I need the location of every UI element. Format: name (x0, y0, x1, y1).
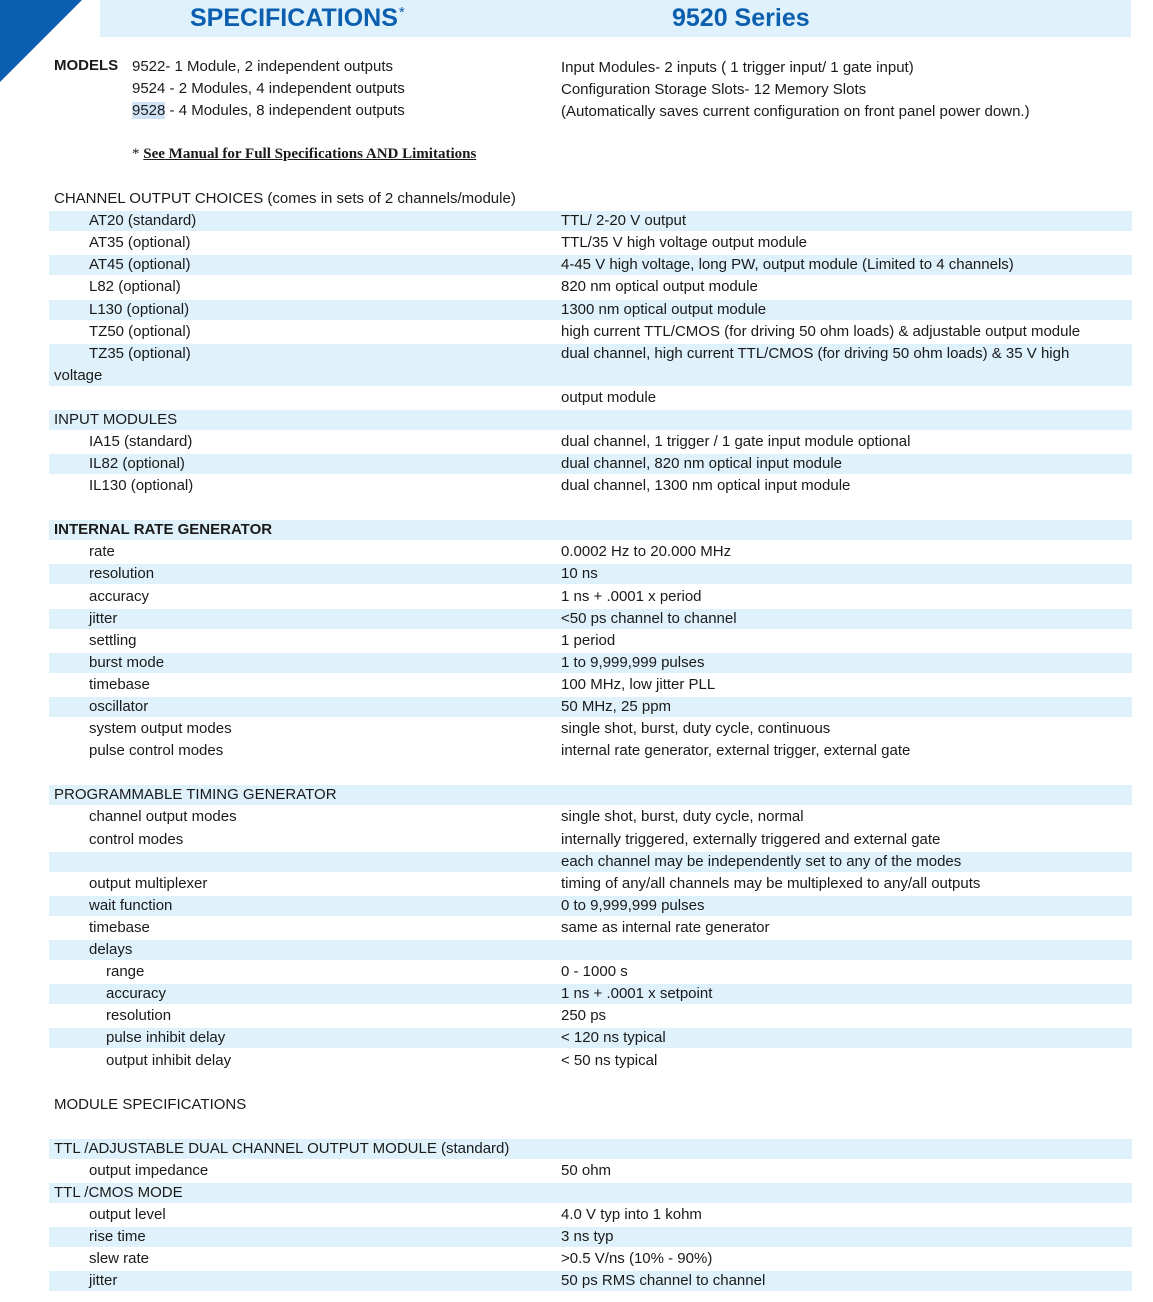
spec-label: jitter (89, 609, 118, 627)
spec-label: IL130 (optional) (89, 477, 194, 495)
spec-row (49, 1095, 1132, 1115)
spec-row (49, 830, 1132, 850)
spec-row (49, 432, 1132, 452)
models-label: MODELS (54, 57, 119, 74)
spec-label: jitter (89, 1272, 118, 1290)
spec-value: TTL/35 V high voltage output module (561, 234, 807, 252)
spec-value: 0 to 9,999,999 pulses (561, 896, 705, 914)
spec-label: wait function (89, 896, 173, 914)
spec-row (49, 719, 1132, 739)
spec-row (49, 852, 1132, 872)
spec-value: 4.0 V typ into 1 kohm (561, 1206, 702, 1223)
spec-value: 10 ns (561, 565, 598, 583)
spec-row (49, 896, 1132, 916)
spec-row (49, 1161, 1132, 1181)
spec-row (49, 322, 1132, 342)
spec-value: dual channel, 820 nm optical input module (561, 455, 843, 472)
spec-row (49, 1271, 1132, 1291)
spec-label: TZ35 (optional) (89, 344, 191, 362)
spec-label: slew rate (89, 1250, 150, 1268)
spec-value: high current TTL/CMOS (for driving 50 ohm loads) & adjustable output module (561, 322, 1081, 340)
spec-row (49, 211, 1132, 231)
spec-row (49, 344, 1132, 386)
spec-value: internal rate generator, external trigger, external gate (561, 742, 911, 760)
spec-value: internally triggered, externally triggered and external gate (561, 830, 941, 848)
spec-label: system output modes (89, 720, 232, 738)
spec-label: TTL /ADJUSTABLE DUAL CHANNEL OUTPUT MODULE (standard) (54, 1139, 510, 1157)
spec-row (49, 631, 1132, 651)
spec-value: 1 to 9,999,999 pulses (561, 653, 705, 671)
manual-note: * See Manual for Full Specifications AND Limitations (132, 146, 477, 162)
series-title: 9520 Series (672, 4, 810, 32)
spec-value: dual channel, 1 trigger / 1 gate input module optional (561, 432, 911, 450)
specifications-title: SPECIFICATIONS* (190, 4, 405, 32)
spec-row (49, 454, 1132, 474)
spec-row (49, 410, 1132, 430)
spec-label: AT20 (standard) (89, 212, 197, 230)
model-info-line: (Automatically saves current configuration on front panel power down.) (561, 103, 1030, 120)
spec-value: 0.0002 Hz to 20.000 MHz (561, 543, 732, 561)
spec-value: TTL/ 2-20 V output (561, 212, 687, 230)
spec-row (49, 1051, 1132, 1071)
spec-label: accuracy (89, 587, 150, 605)
spec-row (49, 388, 1132, 408)
spec-row (49, 962, 1132, 982)
spec-row (49, 653, 1132, 673)
spec-label: accuracy (106, 985, 167, 1003)
model-line (132, 80, 405, 97)
model-line-text: - 4 Modules, 8 independent outputs (165, 102, 405, 119)
spec-label: rise time (89, 1228, 146, 1246)
spec-label: burst mode (89, 653, 165, 671)
spec-value: 4-45 V high voltage, long PW, output module (Limited to 4 channels) (561, 256, 1014, 274)
spec-row (49, 233, 1132, 253)
spec-row (49, 255, 1132, 275)
model-line (132, 58, 393, 75)
spec-label: TTL /CMOS MODE (54, 1183, 183, 1201)
spec-label: IL82 (optional) (89, 455, 185, 472)
spec-label: resolution (106, 1007, 172, 1025)
spec-row (49, 300, 1132, 320)
spec-row (49, 587, 1132, 607)
spec-label: timebase (89, 918, 150, 936)
model-info-line: Input Modules- 2 inputs ( 1 trigger input/ 1 gate input) (561, 59, 914, 76)
spec-label: channel output modes (89, 808, 237, 826)
spec-row (49, 1139, 1132, 1159)
spec-value: 100 MHz, low jitter PLL (561, 675, 716, 693)
spec-label: AT35 (optional) (89, 234, 191, 252)
spec-value: timing of any/all channels may be multiplexed to any/all outputs (561, 874, 981, 892)
spec-row (49, 918, 1132, 938)
spec-value: 1 period (561, 631, 616, 649)
spec-label: oscillator (89, 698, 149, 715)
spec-value: single shot, burst, duty cycle, continuous (561, 720, 831, 738)
spec-label: IA15 (standard) (89, 432, 193, 450)
spec-value: 1 ns + .0001 x period (561, 587, 702, 605)
spec-row (49, 741, 1132, 761)
spec-row (49, 1249, 1132, 1269)
spec-label-wrap: voltage (54, 366, 103, 384)
spec-label: settling (89, 631, 137, 649)
spec-value: dual channel, high current TTL/CMOS (for driving 50 ohm loads) & 35 V high (561, 344, 1070, 362)
spec-row (49, 476, 1132, 496)
model-line (132, 102, 405, 119)
spec-value: each channel may be independently set to any of the modes (561, 852, 962, 870)
spec-value: >0.5 V/ns (10% - 90%) (561, 1250, 713, 1268)
model-line-text: 9524 - 2 Modules, 4 independent outputs (132, 80, 405, 97)
spec-row (49, 609, 1132, 629)
spec-label: rate (89, 543, 115, 561)
spec-value: 1300 nm optical output module (561, 300, 767, 318)
spec-value: 50 MHz, 25 ppm (561, 698, 672, 715)
spec-label: output impedance (89, 1161, 209, 1179)
spec-label: delays (89, 941, 133, 958)
spec-row (49, 189, 1132, 209)
spec-row (49, 1183, 1132, 1203)
spec-row (49, 1205, 1132, 1225)
spec-label: L82 (optional) (89, 278, 181, 296)
spec-row (49, 564, 1132, 584)
spec-label: control modes (89, 830, 184, 848)
spec-label: INPUT MODULES (54, 410, 178, 428)
spec-row (49, 874, 1132, 894)
spec-label: resolution (89, 565, 155, 583)
spec-label: CHANNEL OUTPUT CHOICES (comes in sets of 2 channels/module) (54, 190, 516, 207)
model-line-text: 9522- 1 Module, 2 independent outputs (132, 58, 394, 75)
spec-label: pulse inhibit delay (106, 1029, 226, 1047)
spec-row (49, 542, 1132, 562)
spec-label: TZ50 (optional) (89, 322, 191, 340)
spec-row (49, 1227, 1132, 1247)
spec-label: MODULE SPECIFICATIONS (54, 1095, 247, 1113)
spec-row (49, 1006, 1132, 1026)
spec-value: 0 - 1000 s (561, 963, 628, 981)
spec-value: same as internal rate generator (561, 918, 770, 936)
spec-row (49, 697, 1132, 717)
spec-row (49, 675, 1132, 695)
spec-label: pulse control modes (89, 742, 224, 760)
spec-value: 1 ns + .0001 x setpoint (561, 985, 713, 1003)
model-info-line: Configuration Storage Slots- 12 Memory Slots (561, 81, 867, 98)
spec-row (49, 785, 1132, 805)
spec-row (49, 940, 1132, 960)
spec-label: output inhibit delay (106, 1051, 232, 1069)
spec-value: 3 ns typ (561, 1228, 614, 1246)
spec-label: range (106, 963, 145, 981)
spec-row (49, 984, 1132, 1004)
spec-value: single shot, burst, duty cycle, normal (561, 808, 804, 826)
spec-label: PROGRAMMABLE TIMING GENERATOR (54, 786, 337, 804)
spec-label: output multiplexer (89, 874, 208, 892)
spec-row (49, 1028, 1132, 1048)
spec-value: dual channel, 1300 nm optical input module (561, 477, 851, 495)
spec-row (49, 520, 1132, 540)
spec-label: timebase (89, 675, 150, 693)
spec-value: <50 ps channel to channel (561, 609, 737, 627)
spec-label: L130 (optional) (89, 300, 190, 318)
spec-label: INTERNAL RATE GENERATOR (54, 521, 273, 539)
spec-value: 820 nm optical output module (561, 278, 758, 296)
spec-value: 50 ohm (561, 1161, 612, 1179)
spec-value: 250 ps (561, 1007, 607, 1025)
spec-row (49, 277, 1132, 297)
spec-label: output level (89, 1206, 166, 1223)
spec-row (49, 807, 1132, 827)
model-number-highlight: 9528 (132, 102, 166, 119)
spec-value: < 50 ns typical (561, 1051, 658, 1069)
spec-value: < 120 ns typical (561, 1029, 666, 1047)
spec-value: output module (561, 388, 657, 406)
spec-value: 50 ps RMS channel to channel (561, 1272, 766, 1290)
spec-label: AT45 (optional) (89, 256, 191, 274)
